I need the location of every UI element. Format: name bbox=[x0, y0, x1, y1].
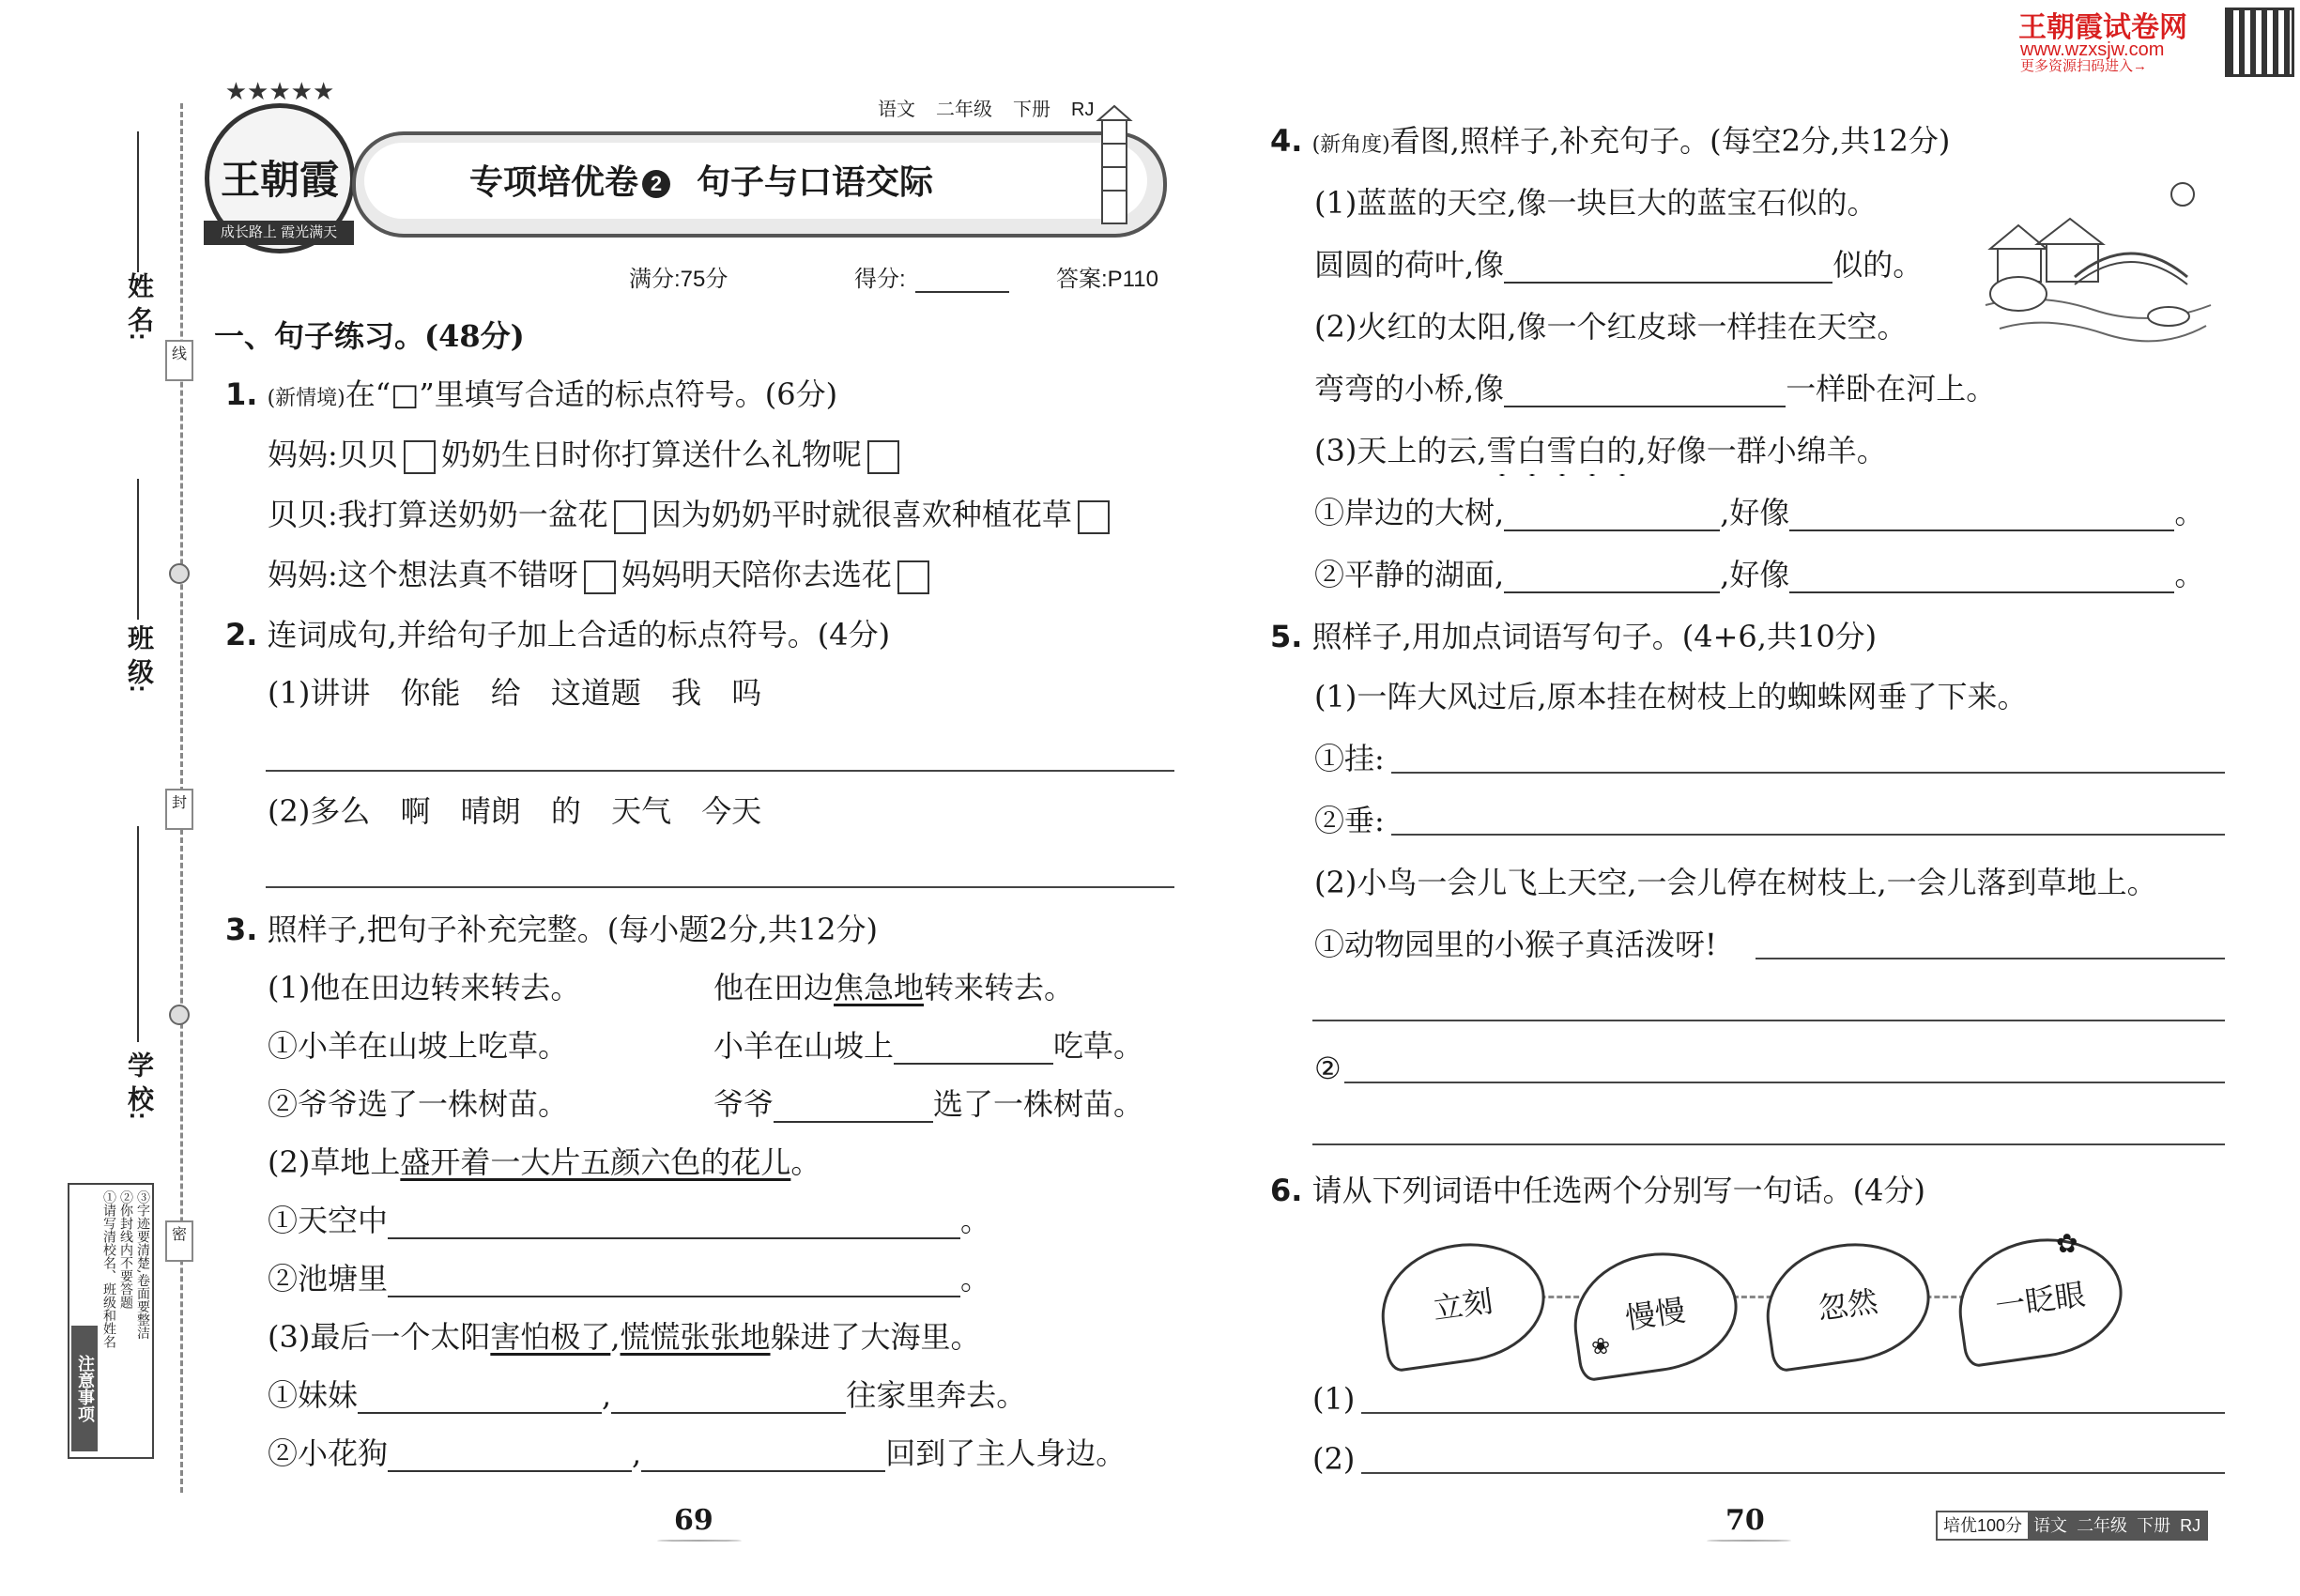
q3-prompt: 3. 照样子,把句子补充完整。(每小题2分,共12分) bbox=[225, 912, 878, 947]
q3-sentence: ①天空中 。 bbox=[268, 1203, 991, 1238]
fill-blank[interactable] bbox=[774, 1093, 933, 1123]
q4-sentence: 圆圆的荷叶,像 似的。 bbox=[1314, 247, 1924, 283]
lighthouse-icon bbox=[1081, 101, 1147, 233]
q2-prompt: 2. 连词成句,并给句子加上合适的标点符号。(4分) bbox=[225, 617, 891, 652]
answer-line[interactable] bbox=[1361, 1412, 2225, 1414]
fill-blank[interactable] bbox=[894, 1035, 1053, 1065]
notice-title: 注意事项 bbox=[71, 1326, 98, 1451]
fill-blank[interactable] bbox=[1504, 377, 1786, 407]
punct-box[interactable] bbox=[584, 560, 616, 594]
q5-example: (1)一阵大风过后,原本挂在树枝上的蜘蛛网垂了下来。 bbox=[1314, 679, 2028, 714]
q4-example: (1)蓝蓝的天空,像一块巨大的蓝宝石似的。 bbox=[1314, 185, 1878, 221]
fill-blank[interactable] bbox=[388, 1442, 632, 1472]
binding-mark-3: 密 bbox=[165, 1220, 193, 1262]
logo-stars: ★★★★★ bbox=[224, 78, 335, 106]
page-number-right: 70 bbox=[1725, 1504, 1765, 1537]
fill-blank[interactable] bbox=[1789, 563, 2174, 593]
punct-box[interactable] bbox=[867, 440, 899, 474]
q5-sentence: ② bbox=[1314, 1051, 1342, 1086]
punct-box[interactable] bbox=[404, 440, 436, 474]
footer-series-tag: 培优100分 语文 二年级 下册 RJ bbox=[1936, 1511, 2208, 1541]
school-field[interactable] bbox=[137, 826, 139, 1042]
notice-item: ②你封线内不要答题 bbox=[118, 1190, 133, 1309]
butterfly-icon: ✿ bbox=[2056, 1228, 2078, 1259]
q2-item: (1)讲讲 你能 给 这道题 我 吗 bbox=[268, 675, 762, 711]
fill-blank[interactable] bbox=[641, 1442, 885, 1472]
score-label: 得分: bbox=[854, 267, 906, 292]
fill-blank[interactable] bbox=[1504, 563, 1720, 593]
q4-example: (3)天上的云,雪白雪白的,好像一群小绵羊。 bbox=[1314, 432, 1887, 469]
q3-sentence-answer: 爷爷 选了一株树苗。 bbox=[713, 1086, 1144, 1122]
binding-hole-1 bbox=[169, 563, 190, 584]
answer-line[interactable] bbox=[1391, 834, 2225, 836]
q1-prompt: 1. (新情境)在“□”里填写合适的标点符号。(6分) bbox=[225, 376, 838, 412]
word-leaf: 立刻 bbox=[1372, 1233, 1553, 1373]
q5-sentence: ①动物园里的小猴子真活泼呀! bbox=[1314, 927, 1717, 962]
q3-sentence: ②爷爷选了一株树苗。 bbox=[268, 1086, 569, 1122]
q4-sentence: ①岸边的大树, ,好像 。 bbox=[1314, 495, 2205, 530]
notice-box bbox=[68, 1183, 154, 1459]
q4-prompt: 4. (新角度)看图,照样子,补充句子。(每空2分,共12分) bbox=[1270, 123, 1951, 159]
flower-icon: ❀ bbox=[1591, 1333, 1611, 1359]
score-field[interactable] bbox=[915, 291, 1009, 293]
logo-text: 王朝霞 bbox=[220, 157, 339, 203]
q6-prompt: 6. 请从下列词语中任选两个分别写一句话。(4分) bbox=[1270, 1173, 1925, 1208]
binding-mark-1: 线 bbox=[165, 340, 193, 381]
school-label: 学 校: bbox=[125, 1051, 154, 1121]
notice-item: ③字迹要清楚,卷面要整洁 bbox=[135, 1190, 150, 1340]
q3-example: (3)最后一个太阳害怕极了,慌慌张张地躲进了大海里。 bbox=[268, 1319, 981, 1355]
q4-example: (2)火红的太阳,像一个红皮球一样挂在天空。 bbox=[1314, 309, 1908, 345]
punct-box[interactable] bbox=[897, 560, 929, 594]
answer-line[interactable] bbox=[1361, 1472, 2225, 1474]
q3-sentence: ①小羊在山坡上吃草。 bbox=[268, 1028, 569, 1064]
q3-sentence: ②池塘里 。 bbox=[268, 1261, 991, 1297]
binding-mark-2: 封 bbox=[165, 789, 193, 830]
page-number-wave bbox=[657, 1540, 742, 1542]
q5-prompt: 5. 照样子,用加点词语写句子。(4+6,共10分) bbox=[1270, 619, 1878, 654]
village-bridge-illustration bbox=[1981, 174, 2216, 352]
punct-box[interactable] bbox=[1078, 500, 1110, 534]
q6-label: (2) bbox=[1312, 1441, 1356, 1477]
class-field[interactable] bbox=[137, 479, 139, 620]
class-label: 班 级: bbox=[125, 624, 154, 694]
q5-example: (2)小鸟一会儿飞上天空,一会儿停在树枝上,一会儿落到草地上。 bbox=[1314, 865, 2157, 900]
binding-hole-2 bbox=[169, 1005, 190, 1025]
fill-blank[interactable] bbox=[1789, 501, 2174, 531]
notice-item: ①请写清校名、班级和姓名 bbox=[101, 1190, 116, 1348]
fill-blank[interactable] bbox=[1504, 253, 1832, 284]
name-field[interactable] bbox=[137, 131, 139, 272]
fill-blank[interactable] bbox=[388, 1267, 960, 1297]
title-number: 2 bbox=[642, 170, 670, 198]
page-title: 专项培优卷 2 句子与口语交际 bbox=[469, 162, 934, 201]
q3-sentence: ①妹妹 , 往家里奔去。 bbox=[268, 1377, 1027, 1413]
word-leaf: 一眨眼 bbox=[1950, 1228, 2130, 1368]
q3-example: (2)草地上盛开着一大片五颜六色的花儿。 bbox=[268, 1144, 821, 1180]
qr-code-icon[interactable] bbox=[2225, 8, 2294, 77]
answer-ref: 答案:P110 bbox=[1056, 267, 1158, 292]
fill-blank[interactable] bbox=[611, 1384, 846, 1414]
page-number-wave bbox=[1707, 1540, 1791, 1542]
q4-sentence: 弯弯的小桥,像 一样卧在河上。 bbox=[1314, 371, 1997, 407]
site-name: 王朝霞试卷网 bbox=[2018, 12, 2187, 43]
q3-example-answer: 他在田边焦急地转来转去。 bbox=[713, 970, 1075, 1005]
q2-item: (2)多么 啊 晴朗 的 天气 今天 bbox=[268, 793, 762, 829]
word-leaf: 慢慢 bbox=[1565, 1242, 1745, 1382]
q3-example: (1)他在田边转来转去。 bbox=[268, 970, 581, 1005]
q5-word: ①挂: bbox=[1314, 741, 1385, 776]
q3-sentence-answer: 小羊在山坡上 吃草。 bbox=[713, 1028, 1144, 1064]
answer-line[interactable] bbox=[266, 886, 1174, 888]
answer-line[interactable] bbox=[1756, 958, 2225, 959]
fill-blank[interactable] bbox=[358, 1384, 602, 1414]
name-label: 姓 名: bbox=[125, 272, 154, 342]
logo-ribbon: 成长路上 霞光满天 bbox=[204, 221, 354, 245]
fill-blank[interactable] bbox=[388, 1209, 960, 1239]
fill-blank[interactable] bbox=[1504, 501, 1720, 531]
answer-line[interactable] bbox=[266, 770, 1174, 772]
answer-line[interactable] bbox=[1312, 1143, 2225, 1145]
q3-sentence: ②小花狗 , 回到了主人身边。 bbox=[268, 1435, 1127, 1471]
answer-line[interactable] bbox=[1391, 772, 2225, 774]
answer-line[interactable] bbox=[1312, 1020, 2225, 1021]
q5-word: ②垂: bbox=[1314, 803, 1385, 838]
q1-line: 妈妈:贝贝 奶奶生日时你打算送什么礼物呢 bbox=[268, 436, 905, 474]
logo-badge bbox=[205, 78, 355, 253]
q4-sentence: ②平静的湖面, ,好像 。 bbox=[1314, 557, 2205, 592]
answer-line[interactable] bbox=[1344, 1082, 2225, 1083]
q1-line: 贝贝:我打算送奶奶一盆花 因为奶奶平时就很喜欢种植花草 bbox=[268, 496, 1115, 534]
page-number-left: 69 bbox=[674, 1504, 713, 1537]
word-leaf: 忽然 bbox=[1757, 1233, 1938, 1373]
header-tags: 语文 二年级 下册 RJ bbox=[878, 100, 1095, 120]
punct-box[interactable] bbox=[614, 500, 646, 534]
site-url: www.wzxsjw.com bbox=[2020, 39, 2165, 60]
full-score: 满分:75分 bbox=[629, 267, 728, 292]
q6-label: (1) bbox=[1312, 1381, 1356, 1417]
q1-line: 妈妈:这个想法真不错呀 妈妈明天陪你去选花 bbox=[268, 556, 935, 594]
section-heading: 一、句子练习。(48分) bbox=[214, 318, 525, 354]
site-more: 更多资源扫码进入→ bbox=[2020, 58, 2148, 74]
